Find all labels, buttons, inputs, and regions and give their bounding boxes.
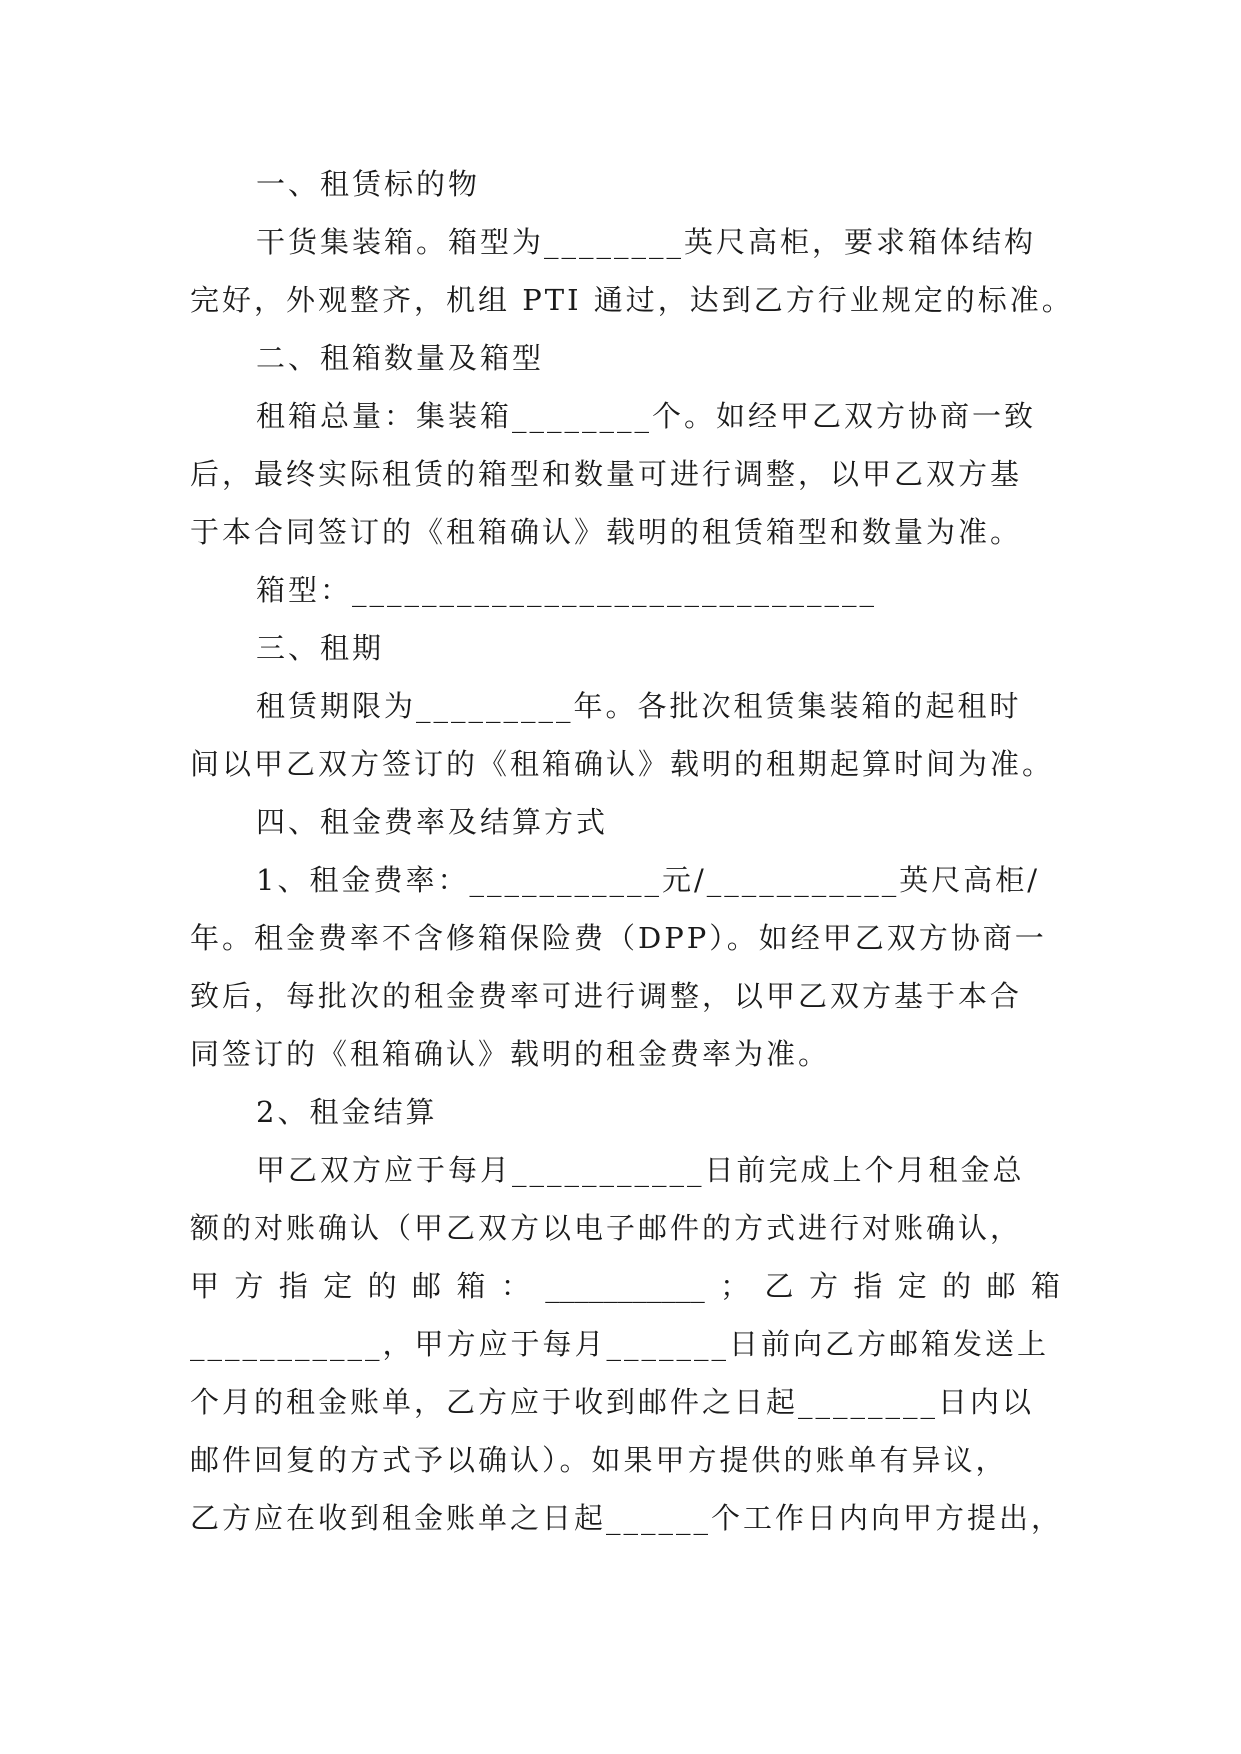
spaced-char: 定 (323, 1269, 353, 1303)
spaced-char: 邮 (986, 1269, 1016, 1303)
paragraph-line: 乙方应在收到租金账单之日起______个工作日内向甲方提出， (190, 1501, 1064, 1535)
spaced-char: ： (500, 1269, 530, 1303)
spaced-char: 乙 (764, 1269, 794, 1303)
paragraph-line: 额的对账确认（甲乙双方以电子邮件的方式进行对账确认， (190, 1211, 1023, 1245)
spaced-paragraph-line (190, 1257, 1060, 1315)
spaced-char: 定 (897, 1269, 927, 1303)
paragraph-line: 1、租金费率：___________元/___________英尺高柜/ (256, 863, 1040, 897)
paragraph-line: 完好，外观整齐，机组 PTI 通过，达到乙方行业规定的标准。 (190, 283, 1074, 317)
paragraph-line: 同签订的《租箱确认》载明的租金费率为准。 (190, 1037, 831, 1071)
paragraph-line: 租赁期限为_________年。各批次租赁集装箱的起租时 (256, 689, 1022, 723)
section-heading-4: 四、租金费率及结算方式 (256, 805, 609, 839)
paragraph-line: 于本合同签订的《租箱确认》载明的租赁箱型和数量为准。 (190, 515, 1023, 549)
spaced-char: 的 (942, 1269, 972, 1303)
paragraph-line: 年。租金费率不含修箱保险费（DPP）。如经甲乙双方协商一 (190, 921, 1047, 955)
fill-blank: ___________ (545, 1269, 705, 1303)
spaced-char: 指 (278, 1269, 308, 1303)
section-heading-1: 一、租赁标的物 (256, 167, 481, 201)
spaced-char: 邮 (412, 1269, 442, 1303)
spaced-char: 方 (234, 1269, 264, 1303)
spaced-char: 甲 (190, 1269, 220, 1303)
document-body (190, 155, 1074, 1547)
spaced-char: 指 (853, 1269, 883, 1303)
section-heading-3: 三、租期 (256, 631, 385, 665)
paragraph-line: 邮件回复的方式予以确认）。如果甲方提供的账单有异议， (190, 1443, 1008, 1477)
paragraph-line: 干货集装箱。箱型为________英尺高柜，要求箱体结构 (256, 225, 1037, 259)
paragraph-line: ___________，甲方应于每月_______日前向乙方邮箱发送上 (190, 1327, 1050, 1361)
paragraph-line: 箱型：______________________________ (256, 573, 878, 607)
spaced-char: ； (720, 1269, 750, 1303)
paragraph-line: 间以甲乙双方签订的《租箱确认》载明的租期起算时间为准。 (190, 747, 1055, 781)
subsection-heading: 2、租金结算 (256, 1095, 438, 1129)
paragraph-line: 个月的租金账单，乙方应于收到邮件之日起________日内以 (190, 1385, 1035, 1419)
paragraph-line: 后，最终实际租赁的箱型和数量可进行调整，以甲乙双方基 (190, 457, 1023, 491)
paragraph-line: 租箱总量：集装箱________个。如经甲乙双方协商一致 (256, 399, 1037, 433)
paragraph-line: 甲乙双方应于每月___________日前完成上个月租金总 (256, 1153, 1025, 1187)
paragraph-line: 致后，每批次的租金费率可进行调整，以甲乙双方基于本合 (190, 979, 1023, 1013)
spaced-char: 的 (367, 1269, 397, 1303)
spaced-char: 方 (808, 1269, 838, 1303)
spaced-char: 箱 (456, 1269, 486, 1303)
spaced-char: 箱 (1030, 1269, 1060, 1303)
section-heading-2: 二、租箱数量及箱型 (256, 341, 545, 375)
